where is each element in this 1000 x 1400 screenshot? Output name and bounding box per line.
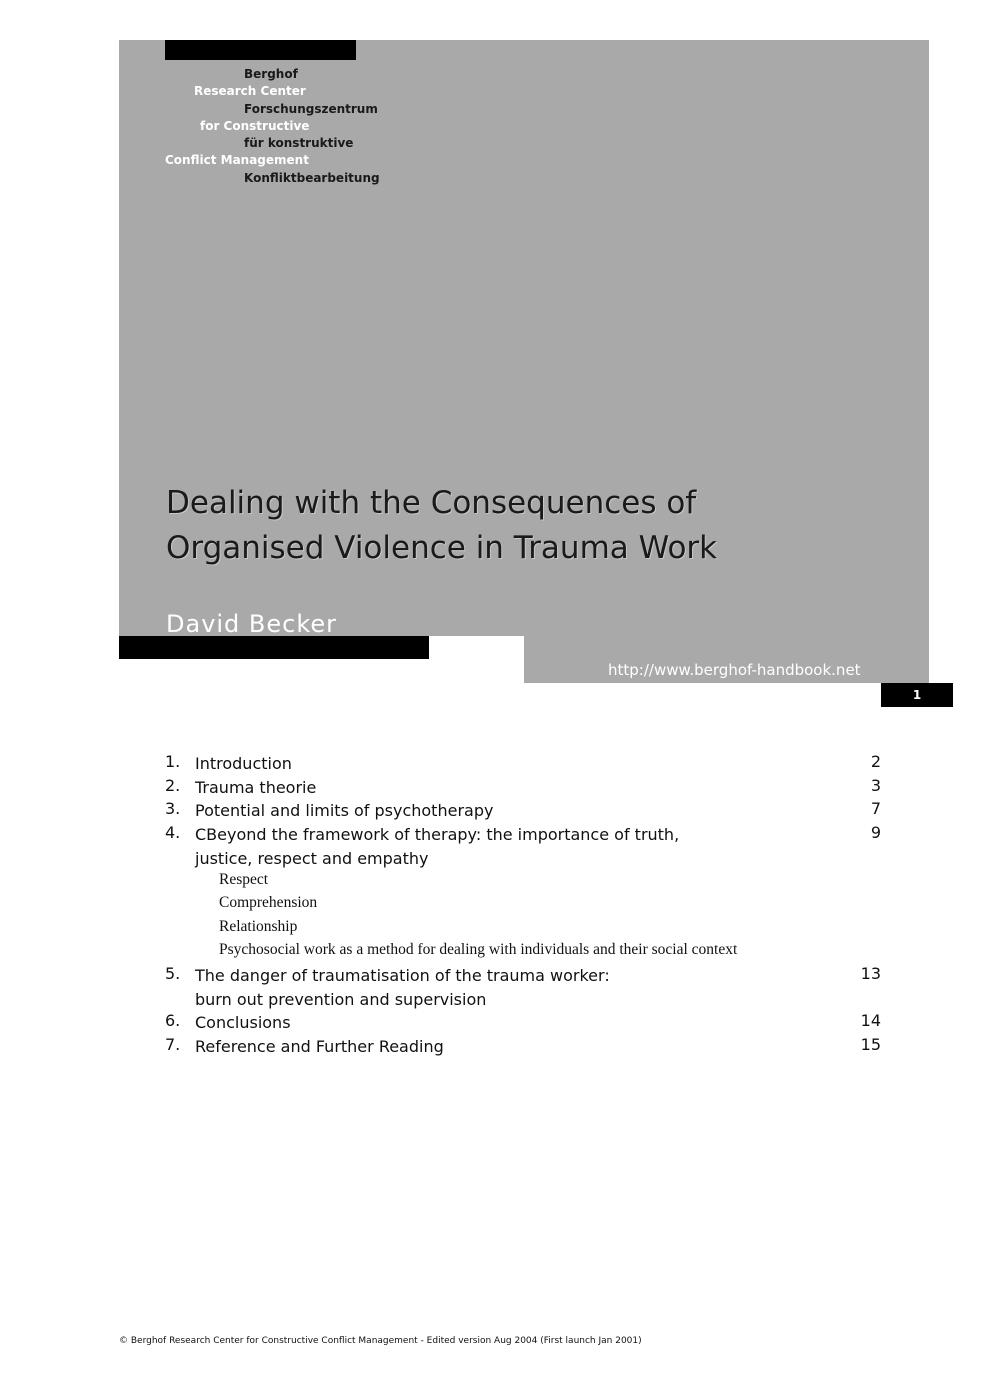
toc-entry-title: Trauma theorie — [195, 778, 317, 797]
toc-subitem[interactable]: Relationship — [219, 918, 298, 935]
title-line-1: Dealing with the Consequences of — [166, 485, 697, 521]
cover-cutout-lower — [119, 659, 524, 684]
toc-entry-title-line-2: burn out prevention and supervision — [195, 989, 487, 1009]
toc-entry-title: Potential and limits of psychotherapy — [195, 801, 494, 820]
bottom-black-bar — [119, 636, 429, 659]
title-line-2: Organised Violence in Trauma Work — [166, 530, 718, 566]
toc-entry-number: 1. — [165, 752, 181, 771]
toc-entry-page: 9 — [870, 823, 881, 842]
logo-line: Forschungszentrum — [244, 101, 378, 116]
toc-entry-title-line-1: The danger of traumatisation of the trauma worker: — [195, 966, 610, 985]
toc-entry-number: 2. — [165, 776, 181, 795]
logo-line: Konfliktbearbeitung — [244, 170, 380, 185]
toc-entry-page: 3 — [870, 776, 881, 795]
toc-entry-title — [195, 823, 755, 870]
toc-entry-number: 4. — [165, 823, 181, 842]
toc-entry-page: 13 — [860, 964, 881, 983]
handbook-url[interactable]: http://www.berghof-handbook.net — [608, 661, 861, 679]
author-name: David Becker — [166, 610, 338, 636]
logo-line: für konstruktive — [244, 136, 354, 151]
toc-entry-number: 7. — [165, 1035, 181, 1054]
berghof-logo — [165, 66, 385, 187]
toc-subitem[interactable]: Psychosocial work as a method for dealing with individuals and their social context — [219, 941, 738, 958]
toc-entry-title: Introduction — [195, 754, 292, 773]
toc-entry-number: 3. — [165, 799, 181, 818]
toc-subitem[interactable]: Comprehension — [219, 894, 318, 911]
toc-entry-page: 15 — [860, 1035, 881, 1054]
logo-line: Research Center — [194, 84, 306, 99]
copyright-footer: © Berghof Research Center for Constructive Conflict Management - Edited version Aug 2004 (First launch Jan 2001) — [119, 1336, 642, 1346]
toc-entry-title-line-2: justice, respect and empathy — [195, 848, 429, 868]
document-title — [166, 481, 866, 571]
toc-entry-number: 5. — [165, 964, 181, 983]
top-black-bar — [165, 40, 356, 60]
toc-entry-title: Reference and Further Reading — [195, 1037, 444, 1056]
toc-entry-number: 6. — [165, 1011, 181, 1030]
toc-entry-title-line-1: CBeyond the framework of therapy: the importance of truth, — [195, 825, 680, 844]
logo-line: for Constructive — [200, 118, 310, 133]
toc-entry-page: 2 — [870, 752, 881, 771]
logo-line: Berghof — [244, 67, 298, 81]
toc-entry-title — [195, 964, 755, 1011]
toc-subitem[interactable]: Respect — [219, 871, 269, 888]
page-number-badge: 1 — [881, 683, 953, 707]
toc-entry-title: Conclusions — [195, 1013, 291, 1032]
toc-entry-page: 7 — [870, 799, 881, 818]
toc-entry-page: 14 — [860, 1011, 881, 1030]
logo-line: Conflict Management — [165, 153, 309, 168]
